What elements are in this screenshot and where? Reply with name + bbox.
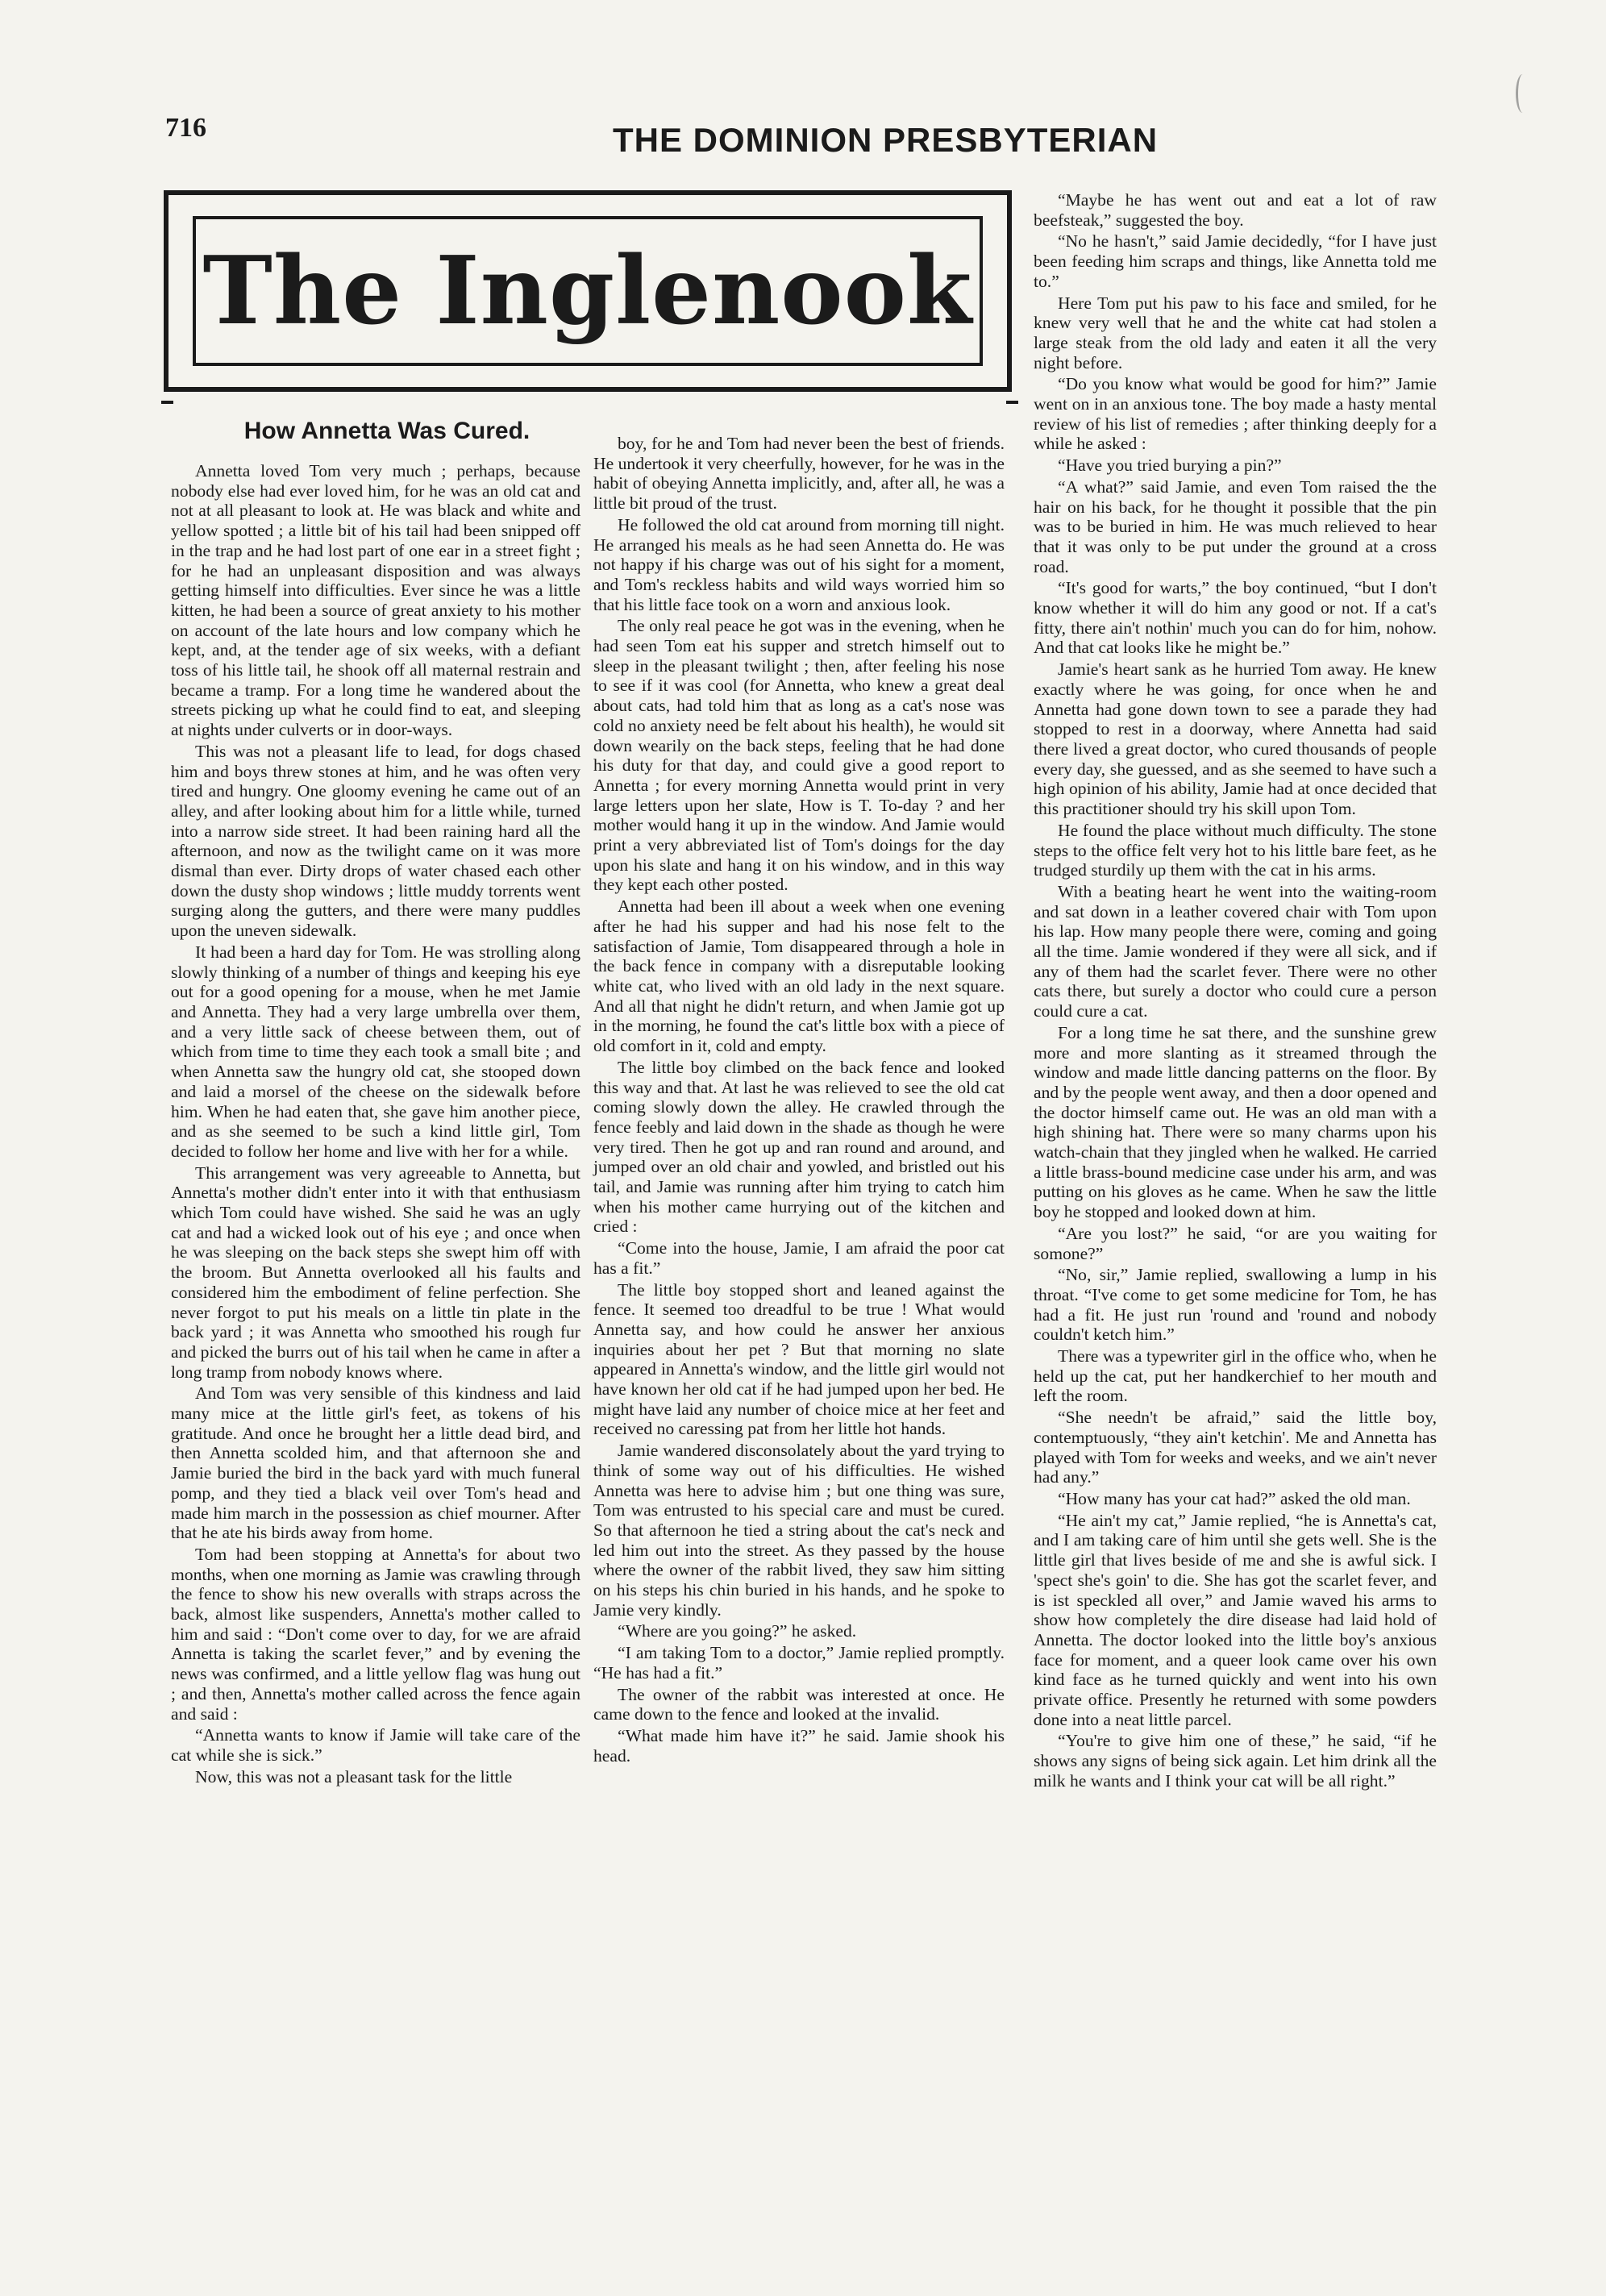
article-paragraph: “Are you lost?” he said, “or are you waiting for somone?”	[1034, 1223, 1437, 1263]
article-paragraph: This was not a pleasant life to lead, for dogs chased him and boys threw stones at him, and he was often very tired and hungry. One gloomy evening he came out of an alley, and after looking about him for a little while, turned into a narrow side street. It had been raining hard all the afternoon, and now as the twilight came on it was more dismal than ever. Dirty drops of water chased each other down the dusty shop windows ; little muddy torrents went surging along the gutters, and there were many puddles upon the uneven sidewalk.	[171, 741, 580, 941]
article-paragraph: Annetta had been ill about a week when one evening after he had his supper and had his nose felt to the satisfaction of Jamie, Tom disappeared through a hole in the back fence in company with a disreputable looking white cat, who lived with an old lady in the next square. And all that night he didn't return, and when Jamie got up in the morning, he found the cat's little box with a piece of old comfort in it, cold and empty.	[593, 896, 1005, 1056]
article-paragraph: “Come into the house, Jamie, I am afraid the poor cat has a fit.”	[593, 1238, 1005, 1278]
publication-header: THE DOMINION PRESBYTERIAN	[613, 121, 1159, 159]
article-paragraph: Tom had been stopping at Annetta's for about two months, when one morning as Jamie was crawling through the fence to show his new overalls with straps across the back, almost like suspenders, Annetta's mother called to him and said : “Don't come over to day, for we are afraid Annetta is taking the scarlet fever,” and by evening the news was confirmed, and a little yellow flag was hung out ; and then, Annetta's mother called across the fence again and said :	[171, 1544, 580, 1724]
article-paragraph: The little boy stopped short and leaned against the fence. It seemed too dreadful to be true ! What would Annetta say, and how could he answer her anxious inquiries about her pet ? But that morning no slate appeared in Annetta's window, and the little girl would not have known her old cat if he had jumped upon her bed. He might have laid any number of choice mice at her feet and received no caressing pat from her little hot hands.	[593, 1279, 1005, 1439]
article-paragraph: “A what?” said Jamie, and even Tom raised the the hair on his back, for he thought it possible that the pin was to be buried in him. He was much relieved to hear that it was only to be put under the ground at a cross road.	[1034, 476, 1437, 576]
article-paragraph: With a beating heart he went into the waiting-room and sat down in a leather covered chair with Tom upon his lap. How many people there were, coming and going all the time. Jamie wondered if they were all sick, and if any of them had the scarlet fever. There were no other cats there, but surely a doctor who could cure a person could cure a cat.	[1034, 881, 1437, 1021]
banner-rule-left	[161, 401, 173, 404]
article-paragraph: “Have you tried burying a pin?”	[1058, 455, 1282, 476]
article-paragraph: For a long time he sat there, and the sunshine grew more and more slanting as it streamed through the window and made little dancing patterns on the floor. By and by the people went away, and then a door opened and the doctor himself came out. He was an old man with a high shining hat. There were so many charms upon his watch-chain that they jingled when he walked. He carried a little brass-bound medicine case under his arm, and was putting on his gloves as he came. When he saw the little boy he stopped and looked down at him.	[1034, 1022, 1437, 1222]
article-paragraph: Jamie wandered disconsolately about the yard trying to think of some way out of his difficulties. He wished Annetta was here to advise him ; but one thing was sure, Tom was entrusted to his special care and must be cured. So that afternoon he tied a string about the cat's neck and led him out into the street. As they passed by the house where the owner of the rabbit lived, they saw him sitting on his steps his chin buried in his hands, and he spoke to Jamie very kindly.	[593, 1441, 1005, 1620]
article-paragraph: “He ain't my cat,” Jamie replied, “he is Annetta's cat, and I am taking care of him until she gets well. She is the little girl that lives beside of me and she is awful sick. I 'spect she's goin' to die. She has got the scarlet fever, and is ist speckled all over,” and Jamie waved his arms to show how completely the dire disease had laid hold of Annetta. The doctor looked into the little boy's anxious face for moment, and a queer look came over his own kind face as he turned quickly and went into his own private office. Presently he returned with some powders done into a neat little parcel.	[1034, 1510, 1437, 1729]
article-paragraph: “What made him have it?” he said. Jamie shook his head.	[593, 1726, 1005, 1766]
text-column-2	[593, 434, 1005, 1767]
article-paragraph: It had been a hard day for Tom. He was strolling along slowly thinking of a number of things and keeping his eye out for a good opening for a mouse, when he met Jamie and Annetta. They had a very large umbrella over them, and a very little sack of cheese between them, out of which from time to time they each took a small bite ; and when Annetta saw the hungry old cat, she stooped down and laid a morsel of the cheese on the sidewalk before him. When he had eaten that, she gave him another piece, and as she seemed to be such a kind little girl, Tom decided to follow her home and live with her for a while.	[171, 942, 580, 1161]
article-paragraph: This arrangement was very agreeable to Annetta, but Annetta's mother didn't enter into it with that enthusiasm which Tom could have wished. She said he was an ugly cat and had a wicked look out of his eye ; and once when he was sleeping on the back steps she swept him off with the broom. But Annetta overlooked all his faults and considered him the embodiment of feline perfection. She never forgot to put his meals on a little tin plate in the back yard ; it was Annetta who smoothed his rough fur and picked the burrs out of his tail when he came in after a long tramp from nobody knows where.	[171, 1163, 580, 1382]
article-paragraph: boy, for he and Tom had never been the best of friends. He undertook it very cheerfully, however, for he was in the habit of obeying Annetta implicitly, and, after all, he was a little bit proud of the trust.	[593, 434, 1005, 514]
article-paragraph: And Tom was very sensible of this kindness and laid many mice at the little girl's feet, as tokens of his gratitude. And once he brought her a little dead bird, and then Annetta scolded him, and that afternoon she and Jamie buried the bird in the back yard with much funeral pomp, and they tied a black veil over Tom's head and made him march in the possession as chief mourner. After that he ate his birds away from home.	[171, 1383, 580, 1543]
article-paragraph: Annetta loved Tom very much ; perhaps, because nobody else had ever loved him, for he was an old cat and not at all pleasant to look at. He was black and white and yellow spotted ; a little bit of his tail had been snipped off in the trap and he had lost part of one ear in a street fight ; for he had an unpleasant disposition and was always getting himself into difficulties. Ever since he was a little kitten, he had been a source of great anxiety to his mother on account of the late hours and low company which he kept, and, at the tender age of six weeks, with a defiant toss of his little tail, he shook off all maternal restrain and became a tramp. For a long time he wandered about the streets picking up what he could find to eat, and sleeping at nights under culverts or in door-ways.	[171, 461, 580, 740]
text-column-1	[171, 461, 580, 1788]
article-paragraph: “Where are you going?” he asked.	[618, 1621, 857, 1641]
section-banner-inner-frame	[193, 216, 983, 366]
article-paragraph: “Do you know what would be good for him?” Jamie went on in an anxious tone. The boy made a hasty mental review of his list of remedies ; after thinking deeply for a while he asked :	[1034, 374, 1437, 454]
article-paragraph: He followed the old cat around from morning till night. He arranged his meals as he had seen Annetta do. He was not happy if his charge was out of his sight for a moment, and Tom's reckless habits and wild ways worried him so that his little face took on a worn and anxious look.	[593, 514, 1005, 614]
text-column-3	[1034, 190, 1437, 1793]
article-paragraph: The little boy climbed on the back fence and looked this way and that. At last he was relieved to see the old cat coming slowly down the alley. He crawled through the fence feebly and laid down in the shade as though he were very tired. Then he got up and ran round and around, and jumped over an old chair and yowled, and bristled out his tail, and Jamie was running after him trying to catch him when his mother came hurrying out of the kitchen and cried :	[593, 1057, 1005, 1237]
banner-rule-right	[1006, 401, 1018, 404]
article-paragraph: “No he hasn't,” said Jamie decidedly, “for I have just been feeding him scraps and things, like Annetta told me to.”	[1034, 231, 1437, 291]
article-paragraph: “You're to give him one of these,” he said, “if he shows any signs of being sick again. Let him drink all the milk he wants and I think your cat will be all right.”	[1034, 1731, 1437, 1791]
article-paragraph: Jamie's heart sank as he hurried Tom away. He knew exactly where he was going, for once when he and Annetta had gone down town to see a parade they had stopped to rest in a doorway, where Annetta had said there lived a great doctor, who cured thousands of people every day, she guessed, and as she seemed to have such a high opinion of his ability, Jamie had at once decided that this practitioner should try his skill upon Tom.	[1034, 659, 1437, 819]
page-edge-mark	[1516, 74, 1529, 113]
section-title: The Inglenook	[202, 236, 973, 346]
article-paragraph: “No, sir,” Jamie replied, swallowing a lump in his throat. “I've come to get some medicine for Tom, he has had a fit. He just run 'round and 'round and nobody couldn't ketch him.”	[1034, 1265, 1437, 1345]
article-paragraph: The owner of the rabbit was interested at once. He came down to the fence and looked at the invalid.	[593, 1684, 1005, 1724]
article-paragraph: Now, this was not a pleasant task for the little	[195, 1766, 513, 1786]
article-title: How Annetta Was Cured.	[243, 418, 530, 444]
page-number: 716	[165, 113, 206, 143]
article-paragraph: “Annetta wants to know if Jamie will take care of the cat while she is sick.”	[171, 1725, 580, 1765]
article-paragraph: Here Tom put his paw to his face and smiled, for he knew very well that he and the white cat had stolen a large steak from the old lady and eaten it all the very night before.	[1034, 293, 1437, 372]
article-paragraph: “Maybe he has went out and eat a lot of raw beefsteak,” suggested the boy.	[1034, 190, 1437, 230]
article-paragraph: “She needn't be afraid,” said the little boy, contemptuously, “they ain't ketchin'. Me and Annetta has played with Tom for weeks and weeks, and we ain't never had any.”	[1034, 1408, 1437, 1487]
article-paragraph: “It's good for warts,” the boy continued, “but I don't know whether it will do him any good or not. If a cat's fitty, there ain't nothin' much you can do for him, nohow. And that cat looks like he might be.”	[1034, 578, 1437, 658]
article-paragraph: “How many has your cat had?” asked the old man.	[1058, 1489, 1411, 1508]
section-banner	[164, 190, 1012, 392]
article-paragraph: “I am taking Tom to a doctor,” Jamie replied promptly. “He has had a fit.”	[593, 1643, 1005, 1682]
article-paragraph: The only real peace he got was in the evening, when he had seen Tom eat his supper and stretch himself out to sleep in the pleasant twilight ; then, after feeling his nose to see if it was cool (for Annetta, who knew a great deal about cats, had told him that as long as a cat's nose was cold no anxiety need be felt about his health), he would sit down wearily on the back steps, feeling that he had done his duty for that day, and could give a good report to Annetta ; for every morning Annetta would print in very large letters upon her slate, How is T. To-day ? and her mother would hang it up in the window. And Jamie would print a very abbreviated list of Tom's doings for the day upon his slate and hang it on his window, and in this way they kept each other posted.	[593, 616, 1005, 895]
article-paragraph: He found the place without much difficulty. The stone steps to the office felt very hot to his little bare feet, as he trudged sturdily up them with the cat in his arms.	[1034, 820, 1437, 880]
article-paragraph: There was a typewriter girl in the office who, when he held up the cat, put her handkerchief to her mouth and left the room.	[1034, 1346, 1437, 1406]
